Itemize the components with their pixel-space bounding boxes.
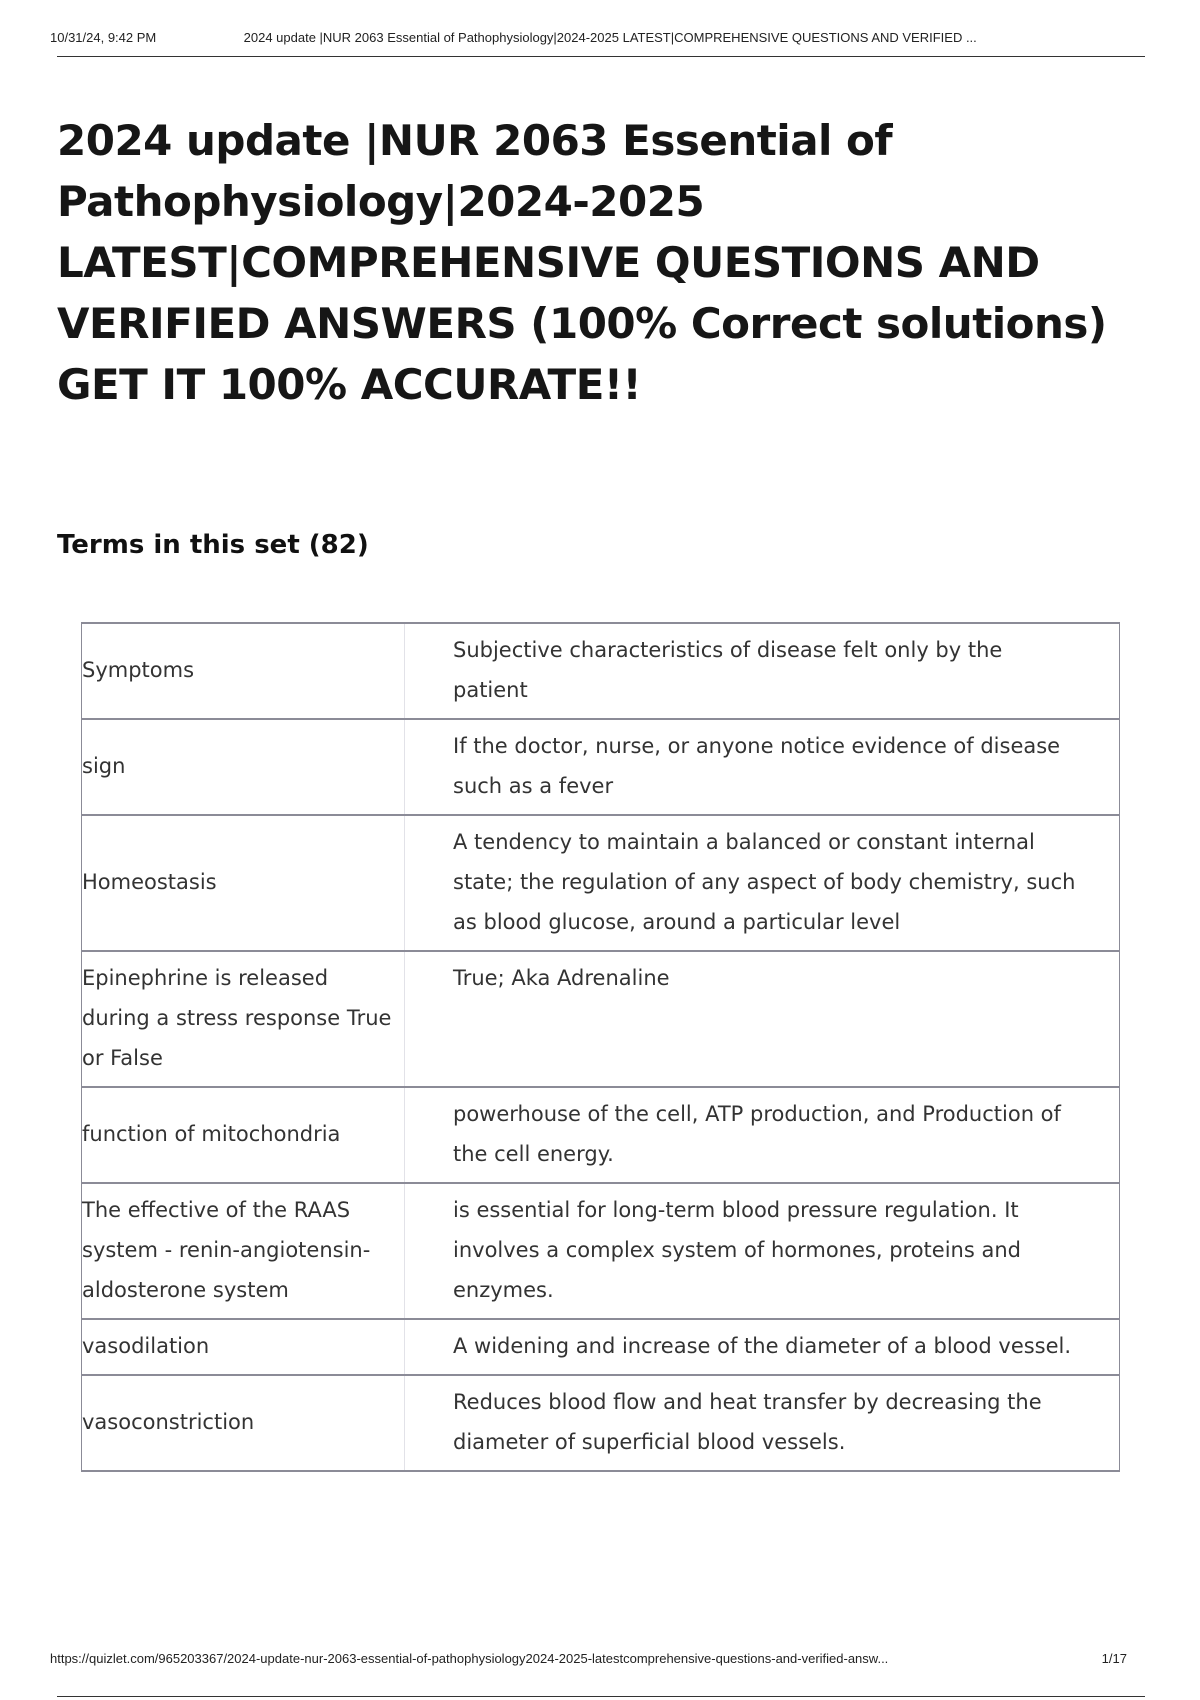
terms-count-heading: Terms in this set (82) bbox=[57, 530, 369, 560]
table-row bbox=[82, 1319, 1120, 1375]
term-cell: vasoconstriction bbox=[82, 1375, 405, 1471]
table-row bbox=[82, 1183, 1120, 1319]
table-row bbox=[82, 623, 1120, 719]
term-cell: The effective of the RAAS system - renin-angiotensin-aldosterone system bbox=[82, 1183, 405, 1319]
term-cell: Epinephrine is released during a stress response True or False bbox=[82, 951, 405, 1087]
definition-cell: True; Aka Adrenaline bbox=[405, 951, 1120, 1087]
page-number: 1/17 bbox=[1101, 1651, 1127, 1666]
term-cell: vasodilation bbox=[82, 1319, 405, 1375]
print-datetime: 10/31/24, 9:42 PM bbox=[50, 30, 157, 45]
definition-cell: A widening and increase of the diameter of a blood vessel. bbox=[405, 1319, 1120, 1375]
table-row bbox=[82, 815, 1120, 951]
header-divider bbox=[57, 56, 1145, 57]
print-header bbox=[50, 30, 1145, 45]
term-cell: sign bbox=[82, 719, 405, 815]
definition-cell: A tendency to maintain a balanced or constant internal state; the regulation of any aspect of body chemistry, such as blood glucose, around a particular level bbox=[405, 815, 1120, 951]
table-row bbox=[82, 719, 1120, 815]
source-url: https://quizlet.com/965203367/2024-update-nur-2063-essential-of-pathophysiology2024-2025-latestcomprehensive-questions-and-verified-answ... bbox=[50, 1651, 889, 1666]
term-cell: Symptoms bbox=[82, 623, 405, 719]
definition-cell: Reduces blood flow and heat transfer by decreasing the diameter of superficial blood vessels. bbox=[405, 1375, 1120, 1471]
print-footer bbox=[50, 1651, 1150, 1666]
term-cell: function of mitochondria bbox=[82, 1087, 405, 1183]
definition-cell: If the doctor, nurse, or anyone notice evidence of disease such as a fever bbox=[405, 719, 1120, 815]
page-title: 2024 update |NUR 2063 Essential of Pathophysiology|2024-2025 LATEST|COMPREHENSIVE QUESTIONS AND VERIFIED ANSWERS (100% Correct solutions) GET IT 100% ACCURATE!! bbox=[57, 116, 1107, 409]
terms-table bbox=[81, 622, 1120, 1472]
definition-cell: is essential for long-term blood pressure regulation. It involves a complex system of hormones, proteins and enzymes. bbox=[405, 1183, 1120, 1319]
table-row bbox=[82, 1087, 1120, 1183]
definition-cell: Subjective characteristics of disease felt only by the patient bbox=[405, 623, 1120, 719]
footer-divider bbox=[57, 1696, 1145, 1697]
print-header-title: 2024 update |NUR 2063 Essential of Pathophysiology|2024-2025 LATEST|COMPREHENSIVE QUESTIONS AND VERIFIED ... bbox=[243, 30, 977, 45]
term-cell: Homeostasis bbox=[82, 815, 405, 951]
definition-cell: powerhouse of the cell, ATP production, and Production of the cell energy. bbox=[405, 1087, 1120, 1183]
table-row bbox=[82, 1375, 1120, 1471]
table-row bbox=[82, 951, 1120, 1087]
